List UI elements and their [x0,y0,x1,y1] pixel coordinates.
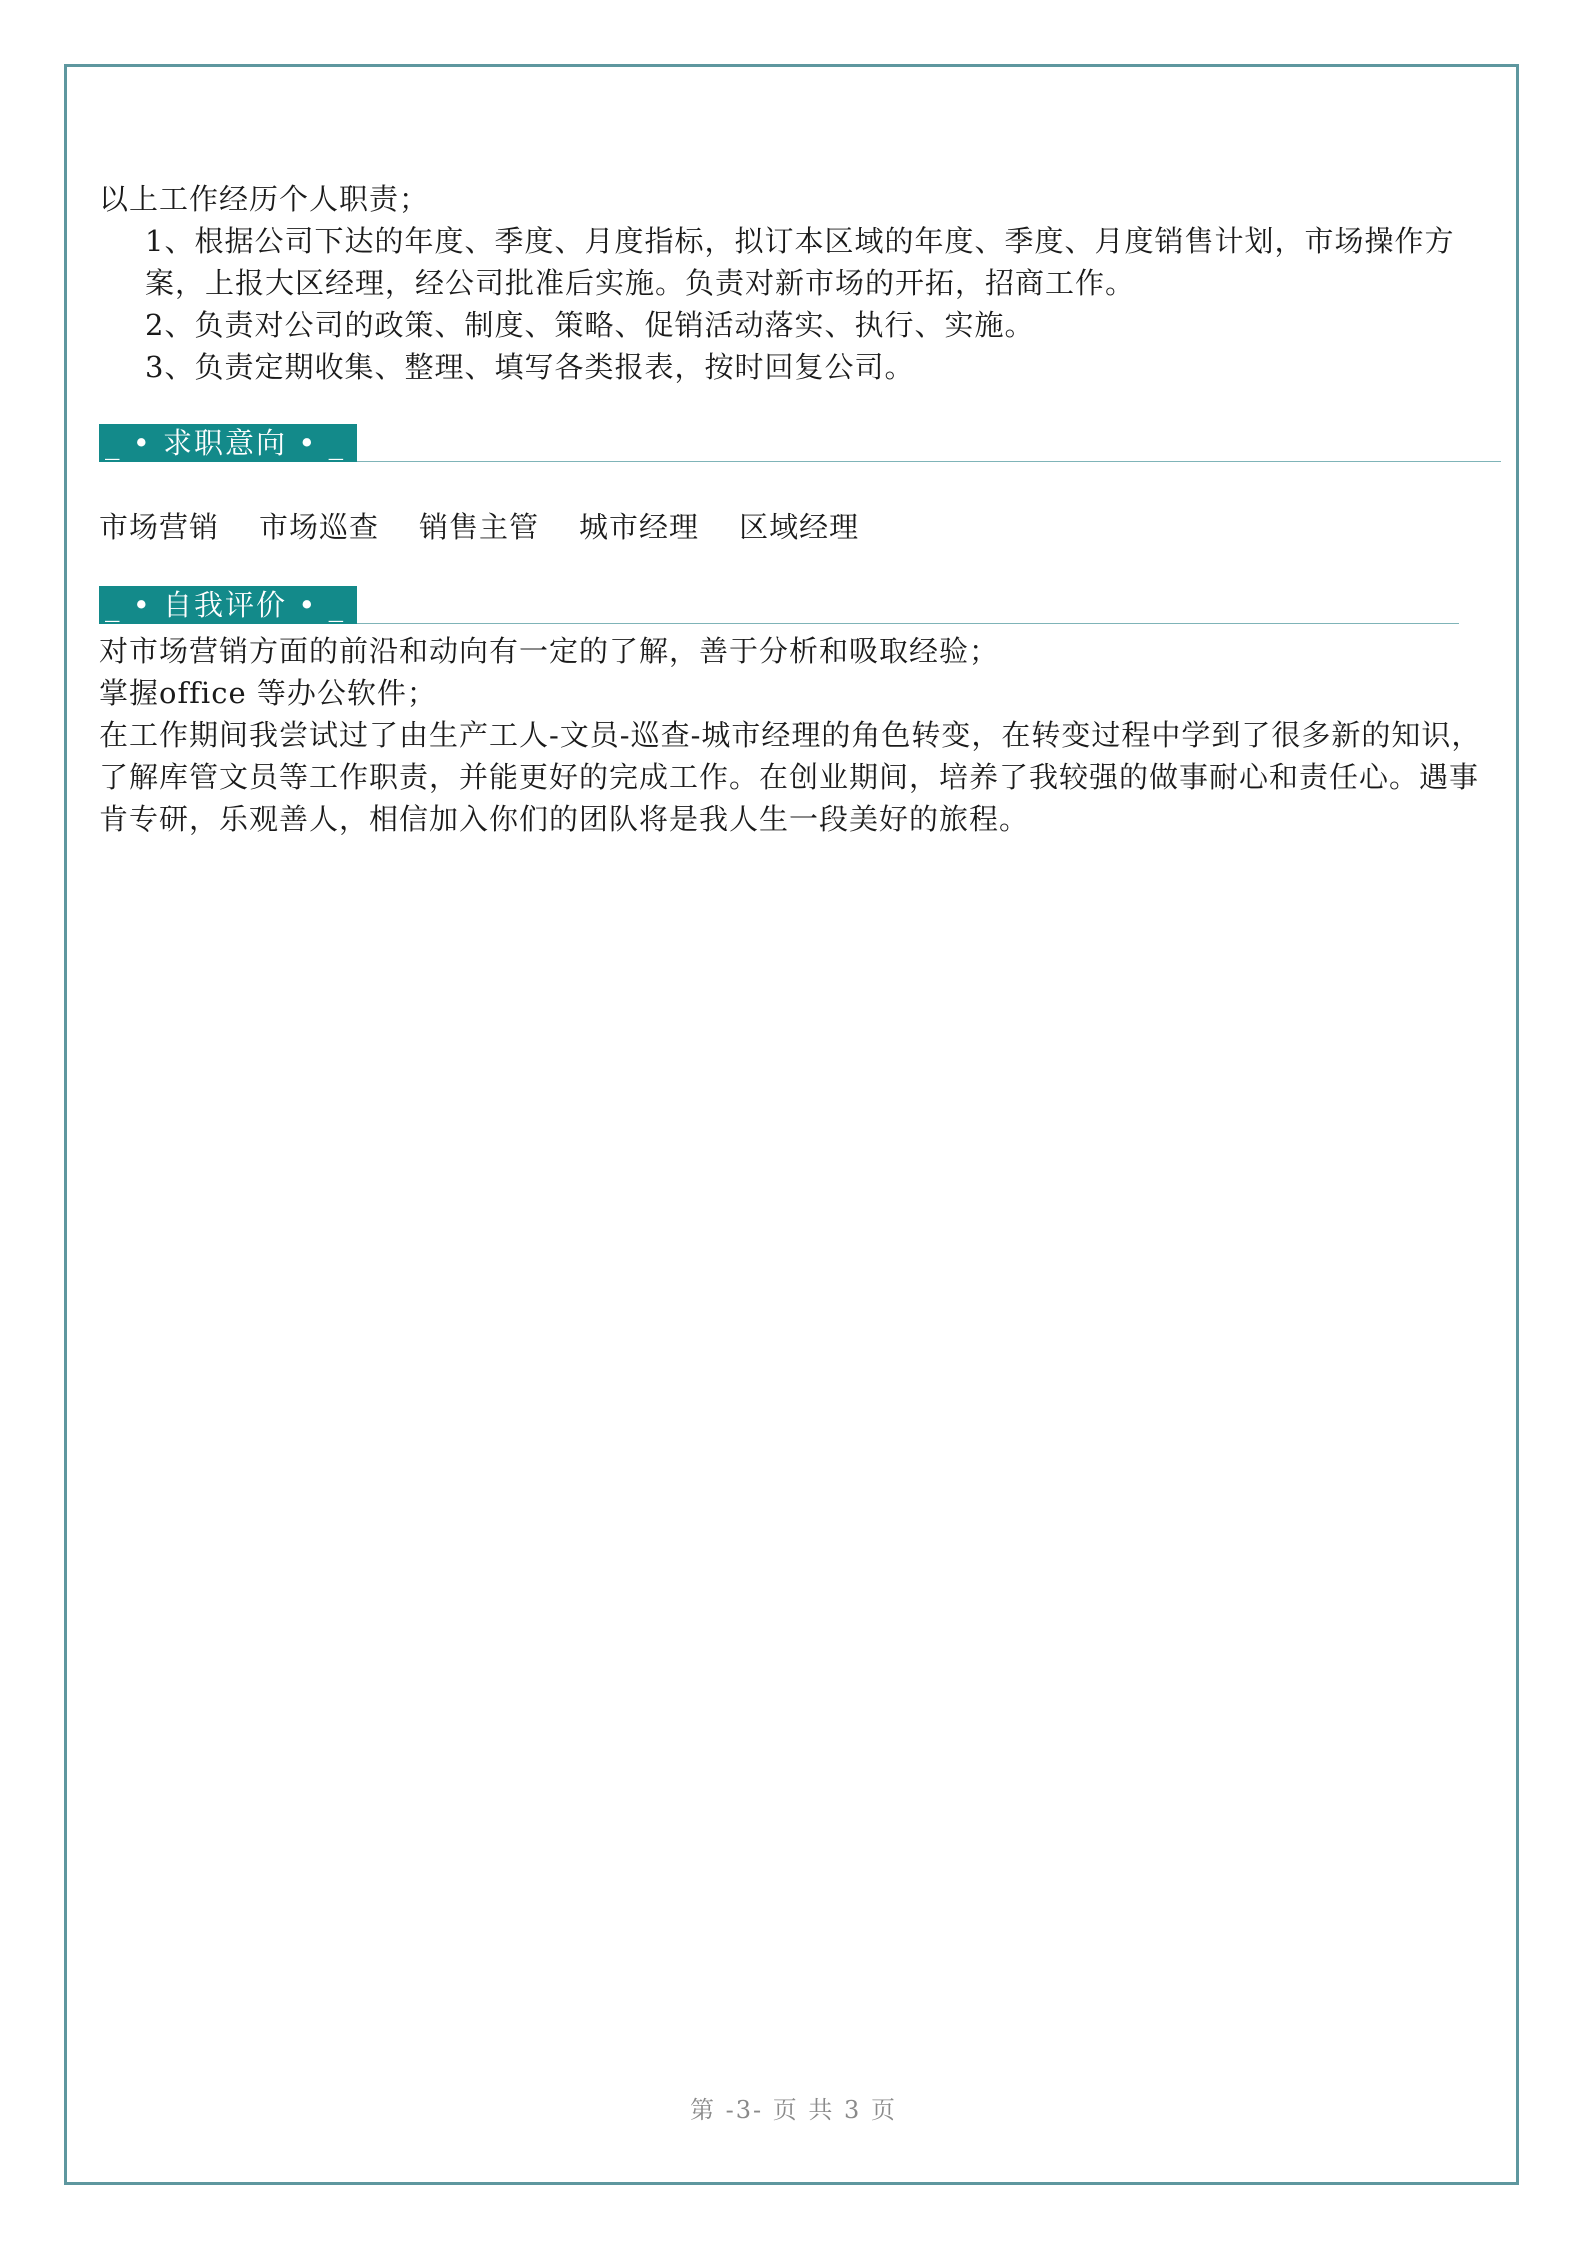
job-intent-item: 区域经理 [739,510,860,544]
page-number-footer: 第 -3- 页 共 3 页 [690,2096,897,2124]
job-intent-item: 市场巡查 [259,510,380,544]
job-intent-item: 城市经理 [579,510,700,544]
duty-item-1: 1、根据公司下达的年度、季度、月度指标，拟订本区域的年度、季度、月度销售计划，市场操作方案，上报大区经理，经公司批准后实施。负责对新市场的开拓，招商工作。 [145,224,1455,300]
job-intent-heading: _ • 求职意向 • _ [99,424,357,462]
self-eval-line-1: 对市场营销方面的前沿和动向有一定的了解，善于分析和吸取经验； [99,634,1000,668]
duties-block [99,178,1501,388]
job-intent-item: 市场营销 [99,510,220,544]
self-eval-line-2: 掌握office 等办公软件； [99,676,437,710]
job-intent-list [99,506,1501,548]
job-intent-item: 销售主管 [419,510,540,544]
duty-item-2: 2、负责对公司的政策、制度、策略、促销活动落实、执行、实施。 [145,308,1035,342]
self-eval-line-3: 在工作期间我尝试过了由生产工人-文员-巡查-城市经理的角色转变，在转变过程中学到了很多新的知识，了解库管文员等工作职责，并能更好的完成工作。在创业期间，培养了我较强的做事耐心和责任心。遇事肯专研，乐观善人，相信加入你们的团队将是我人生一段美好的旅程。 [99,718,1482,836]
self-eval-section-header [99,586,1501,630]
duties-intro: 以上工作经历个人职责； [99,182,430,216]
resume-page-content [99,178,1501,840]
self-eval-heading: _ • 自我评价 • _ [99,586,357,624]
duty-item-3: 3、负责定期收集、整理、填写各类报表，按时回复公司。 [145,350,915,384]
self-eval-block [99,630,1501,840]
job-intent-section-header [99,424,1501,468]
